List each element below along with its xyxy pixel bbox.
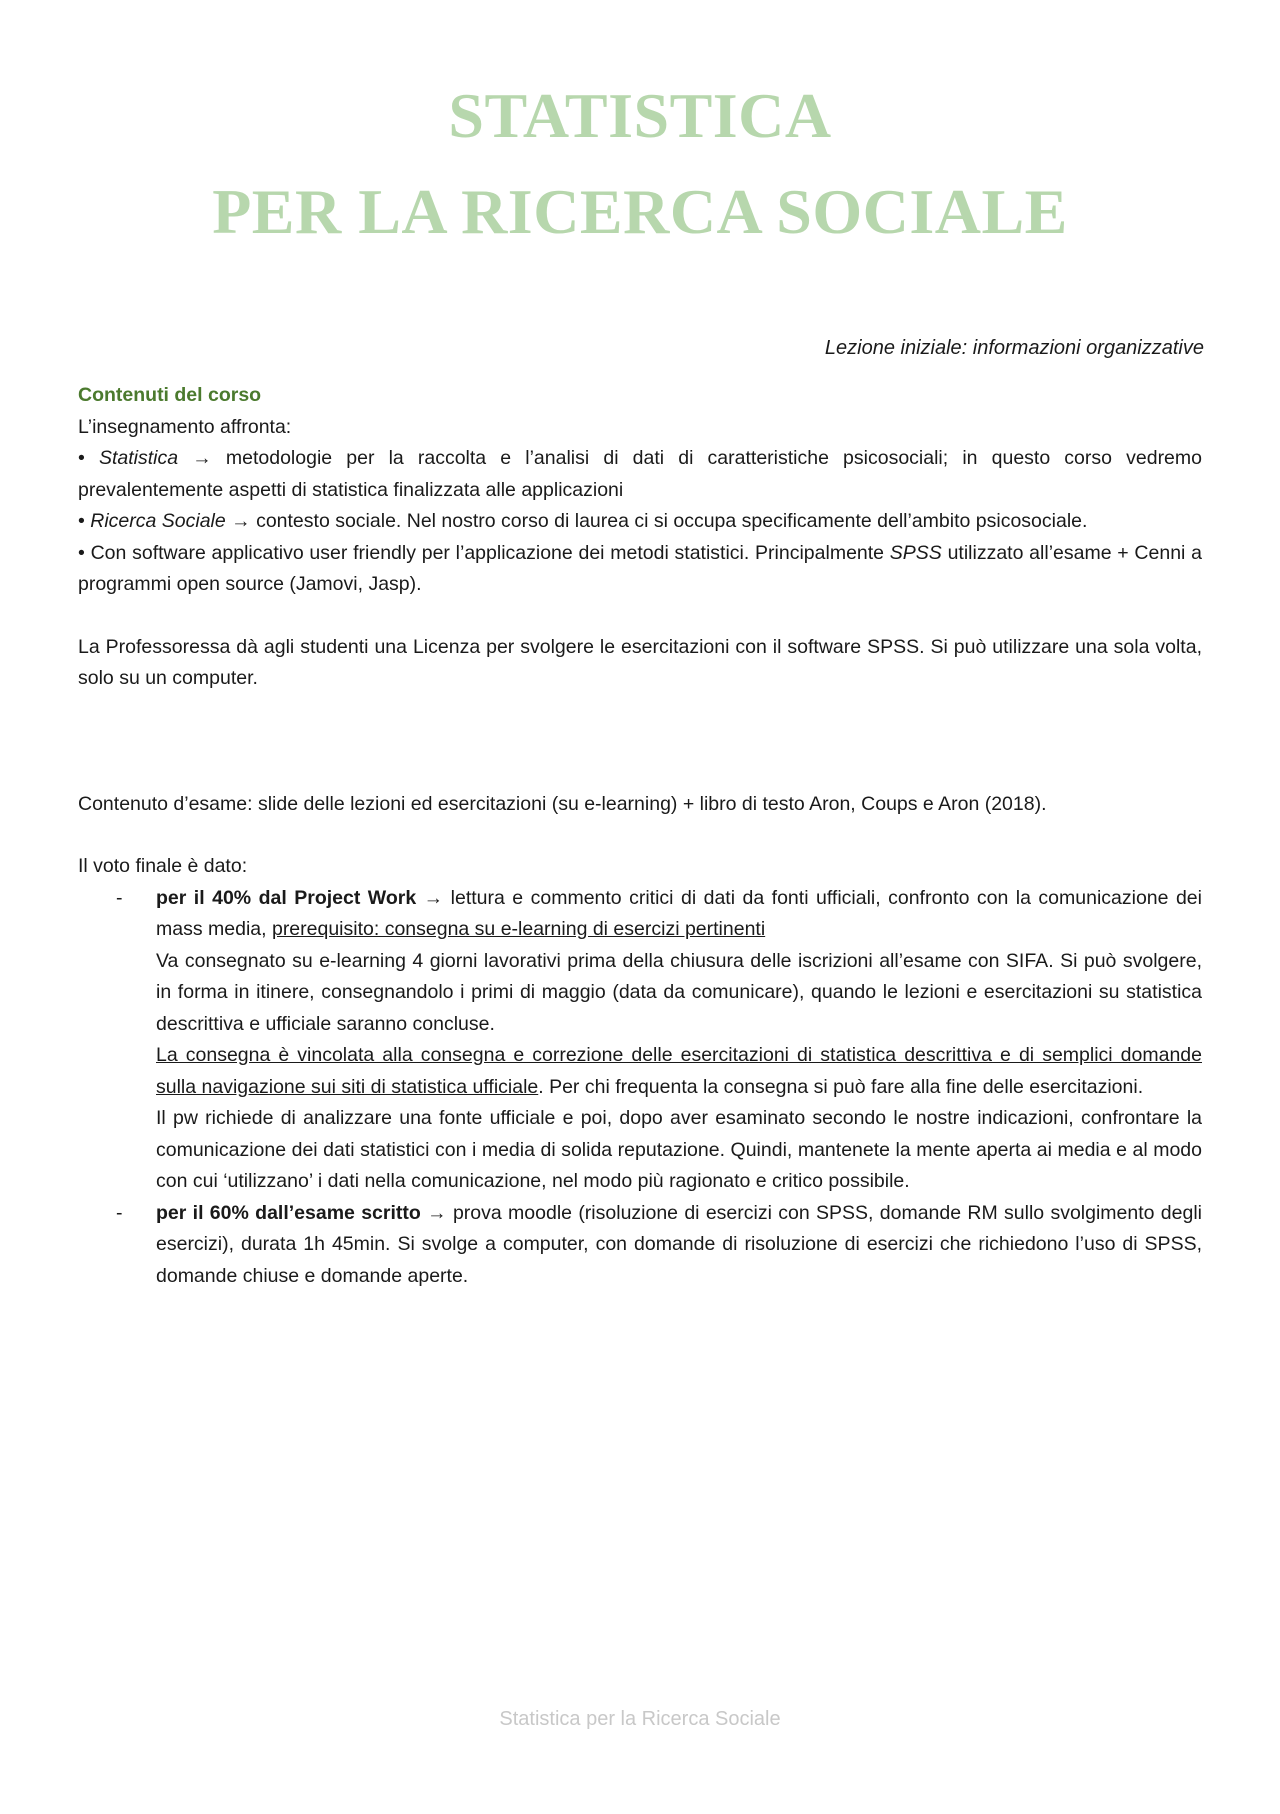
project-work-constraint	[156, 1040, 1202, 1103]
bullet-term: SPSS	[889, 541, 942, 564]
section-heading-course-contents: Contenuti del corso	[78, 384, 262, 406]
list-dash: -	[116, 1201, 123, 1224]
bullet-text: contesto sociale. Nel nostro corso di laurea ci si occupa specificamente dell’ambito psicosociale.	[256, 510, 1088, 532]
bullet-marker: •	[78, 541, 85, 564]
list-item-written-exam	[78, 1198, 1202, 1293]
list-item-project-work	[78, 883, 1202, 1198]
list-item-bold: per il 40% dal Project Work	[156, 886, 417, 909]
exam-content-paragraph: Contenuto d’esame: slide delle lezioni ed esercitazioni (su e-learning) + libro di testo Aron, Coups e Aron (2018).	[78, 792, 1047, 815]
list-item-bold: per il 60% dall’esame scritto	[156, 1201, 421, 1224]
bullet-ricerca-sociale	[78, 506, 1202, 538]
document-title-line2: PER LA RICERCA SOCIALE	[212, 176, 1068, 247]
bullet-marker: •	[78, 510, 85, 532]
bullet-software	[78, 538, 1202, 601]
project-work-delivery: Va consegnato su e-learning 4 giorni lavorativi prima della chiusura delle iscrizioni all’esame con SIFA. Si può svolgere, in forma in itinere, consegnandolo i primi di maggio (data da comunicare), quando le lezioni e esercitazioni su statistica descrittiva e ufficiale saranno concluse.	[156, 949, 1202, 1035]
list-item-text: lettura e commento critici di dati da fonti ufficiali, confronto con la comunicazione dei mass media,	[156, 886, 1202, 940]
license-paragraph: La Professoressa dà agli studenti una Licenza per svolgere le esercitazioni con il software SPSS. Si può utilizzare una sola volta, solo su un computer.	[78, 635, 1202, 689]
arrow-icon: →	[423, 886, 444, 909]
bullet-term: Ricerca Sociale	[90, 510, 226, 532]
project-work-constraint-rest: . Per chi frequenta la consegna si può fare alla fine delle esercitazioni.	[538, 1075, 1144, 1098]
bullet-statistica	[78, 443, 1202, 506]
arrow-icon: →	[192, 447, 212, 469]
bullet-marker: •	[78, 447, 85, 469]
page-footer: Statistica per la Ricerca Sociale	[499, 1708, 781, 1730]
document-title-line1: STATISTICA	[448, 80, 832, 151]
final-grade-list	[78, 883, 1202, 1293]
document-body	[78, 380, 1202, 1292]
bullet-text: metodologie per la raccolta e l’analisi di dati di caratteristiche psicosociali; in questo corso vedremo prevalentemente aspetti di statistica finalizzata alle applicazioni	[78, 447, 1202, 501]
project-work-constraint-underlined: La consegna è vincolata alla consegna e correzione delle esercitazioni di statistica descrittiva e di semplici domande sulla navigazione sui siti di statistica ufficiale	[156, 1044, 1202, 1098]
bullet-text: Con software applicativo user friendly per l’applicazione dei metodi statistici. Principalmente	[90, 541, 885, 564]
arrow-icon: →	[427, 1201, 447, 1224]
list-item-text: prova moodle (risoluzione di esercizi con SPSS, domande RM sullo svolgimento degli esercizi), durata 1h 45min. Si svolge a computer, con domande di risoluzione di esercizi che richiedono l’uso di SPSS, domande chiuse e domande aperte.	[156, 1201, 1203, 1287]
final-grade-intro: Il voto finale è dato:	[78, 855, 248, 877]
lesson-subtitle: Lezione iniziale: informazioni organizzative	[824, 337, 1204, 359]
course-contents-intro: L’insegnamento affronta:	[78, 415, 292, 438]
project-work-description: Il pw richiede di analizzare una fonte ufficiale e poi, dopo aver esaminato secondo le nostre indicazioni, confrontare la comunicazione dei dati statistici con i media di solida reputazione. Quindi, mantenete la mente aperta ai media e al modo con cui ‘utilizzano’ i dati nella comunicazione, nel modo più ragionato e critico possibile.	[156, 1107, 1202, 1192]
list-item-underlined: prerequisito: consegna su e-learning di esercizi pertinenti	[271, 918, 766, 940]
list-dash: -	[116, 886, 123, 909]
bullet-term: Statistica	[98, 447, 179, 469]
arrow-icon: →	[231, 510, 251, 532]
bullet-text: utilizzato all’esame + Cenni a programmi open source (Jamovi, Jasp).	[78, 541, 1202, 595]
